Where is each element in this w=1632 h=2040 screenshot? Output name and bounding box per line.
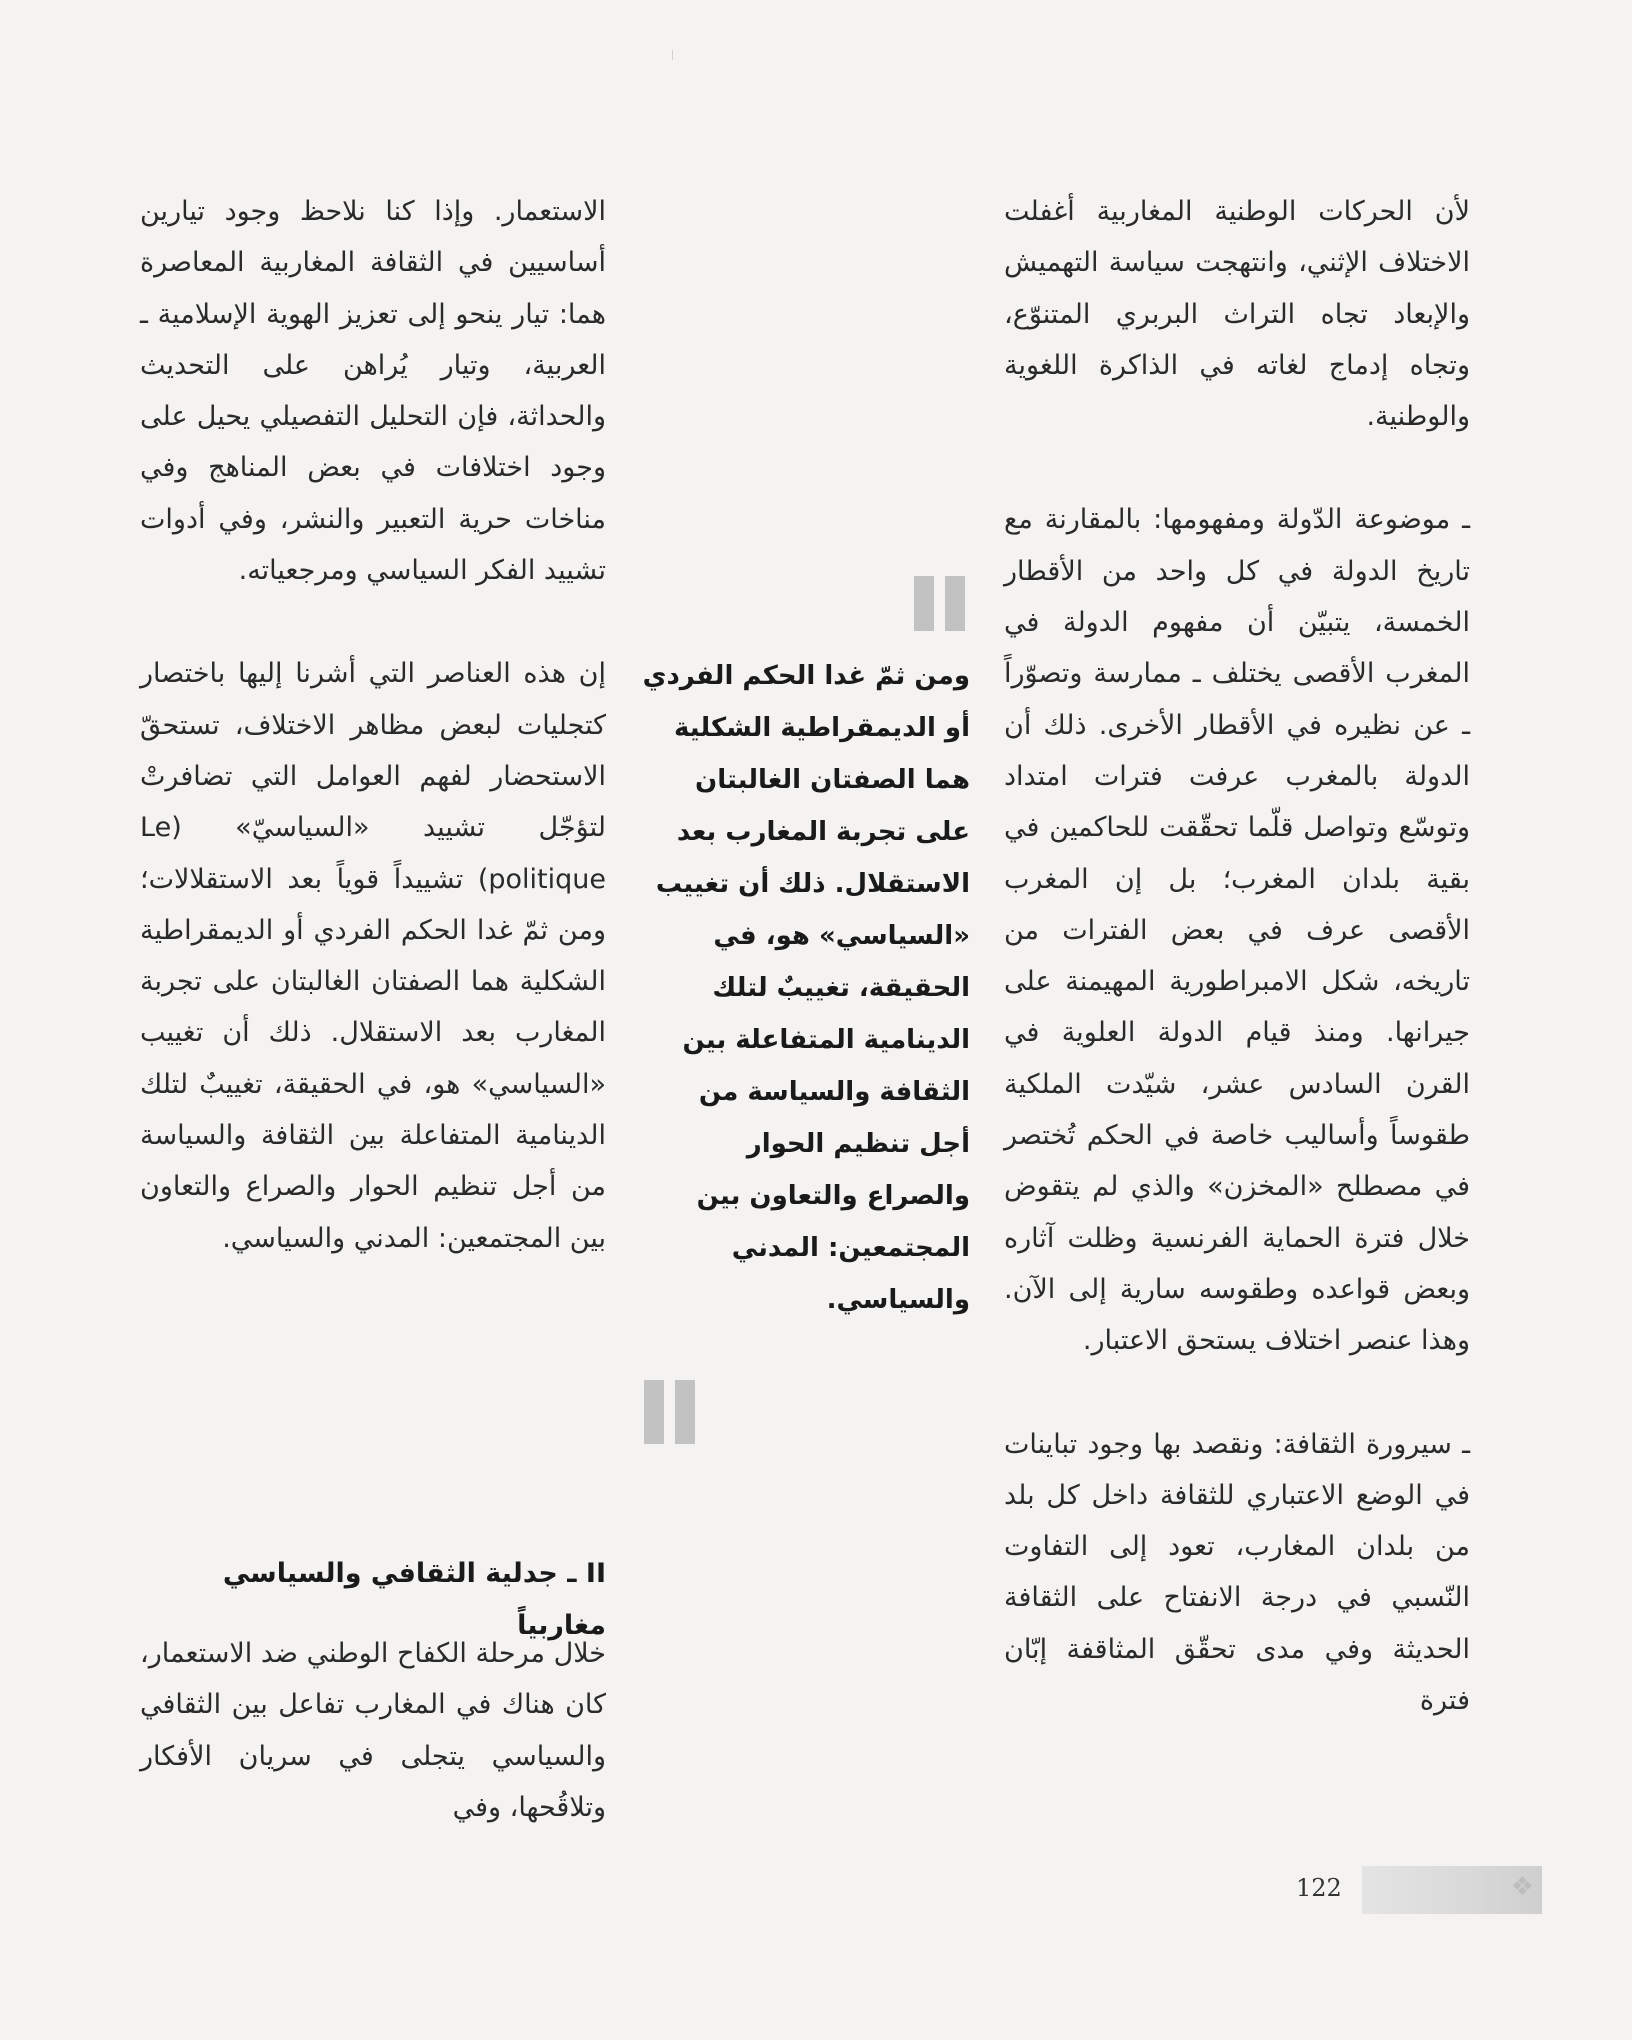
section-body <box>140 1628 606 1833</box>
quote-close-mark <box>644 1380 695 1444</box>
paragraph: الاستعمار. وإذا كنا نلاحظ وجود تيارين أساسيين في الثقافة المغاربية المعاصرة هما: تيار ينحو إلى تعزيز الهوية الإسلامية ـ العربية، وتيار يُراهن على التحديث والحداثة، فإن التحليل التفصيلي يحيل على وجود اختلافات في بعض المناهج وفي مناخات حرية التعبير والنشر، وفي أدوات تشييد الفكر السياسي ومرجعياته. <box>140 196 606 587</box>
paragraph: إن هذه العناصر التي أشرنا إليها باختصار كتجليات لبعض مظاهر الاختلاف، تستحقّ الاستحضار لفهم العوامل التي تضافرتْ لتؤجّل تشييد «السياسيّ» (Le politique) تشييداً قوياً بعد الاستقلالات؛ ومن ثمّ غدا الحكم الفردي أو الديمقراطية الشكلية هما الصفتان الغالبتان على تجربة المغارب بعد الاستقلال. ذلك أن تغييب «السياسي» هو، في الحقيقة، تغييبٌ لتلك الدينامية المتفاعلة بين الثقافة والسياسة من أجل تنظيم الحوار والصراع والتعاون بين المجتمعين: المدني والسياسي. <box>140 658 606 1254</box>
footer-decoration <box>1362 1866 1542 1914</box>
crop-mark <box>672 50 673 60</box>
paragraph: ـ موضوعة الدّولة ومفهومها: بالمقارنة مع تاريخ الدولة في كل واحد من الأقطار الخمسة، يتبيّن أن مفهوم الدولة في المغرب الأقصى يختلف ـ ممارسة وتصوّراً ـ عن نظيره في الأقطار الأخرى. ذلك أن الدولة بالمغرب عرفت فترات امتداد وتوسّع وتواصل قلّما تحقّقت للحاكمين في بقية بلدان المغرب؛ بل إن المغرب الأقصى عرف في بعض الفترات من تاريخه، شكل الامبراطورية المهيمنة على جيرانها. ومنذ قيام الدولة العلوية في القرن السادس عشر، شيّدت الملكية طقوساً وأساليب خاصة في الحكم تُختصر في مصطلح «المخزن» والذي لم يتقوض خلال فترة الحماية الفرنسية وظلت آثاره وبعض قواعده وطقوسه سارية إلى الآن. وهذا عنصر اختلاف يستحق الاعتبار. <box>1004 504 1470 1357</box>
paragraph: ـ سيرورة الثقافة: ونقصد بها وجود تباينات في الوضع الاعتباري للثقافة داخل كل بلد من بلدان المغارب، تعود إلى التفاوت النّسبي في درجة الانفتاح على الثقافة الحديثة وفي مدى تحقّق المثاقفة إبّان فترة <box>1004 1428 1470 1717</box>
pull-quote-text: ومن ثمّ غدا الحكم الفردي أو الديمقراطية الشكلية هما الصفتان الغالبتان على تجربة المغارب بعد الاستقلال. ذلك أن تغييب «السياسي» هو، في الحقيقة، تغييبٌ لتلك الدينامية المتفاعلة بين الثقافة والسياسة من أجل تنظيم الحوار والصراع والتعاون بين المجتمعين: المدني والسياسي. <box>642 661 970 1315</box>
paragraph: لأن الحركات الوطنية المغاربية أغفلت الاختلاف الإثني، وانتهجت سياسة التهميش والإبعاد تجاه التراث البربري المتنوّع، وتجاه إدماج لغاته في الذاكرة اللغوية والوطنية. <box>1004 196 1470 433</box>
pull-quote <box>640 650 970 1326</box>
right-column <box>1004 186 1470 1726</box>
section-heading: II ـ جدلية الثقافي والسياسي مغاربياً <box>222 1558 606 1641</box>
page-number: 122 <box>1296 1874 1342 1902</box>
quote-open-mark <box>914 576 965 631</box>
ornament-icon: ❖ <box>1510 1872 1534 1902</box>
paragraph: خلال مرحلة الكفاح الوطني ضد الاستعمار، كان هناك في المغارب تفاعل بين الثقافي والسياسي يتجلى في سريان الأفكار وتلاقُحها، وفي <box>140 1638 606 1823</box>
left-column <box>140 186 606 1264</box>
